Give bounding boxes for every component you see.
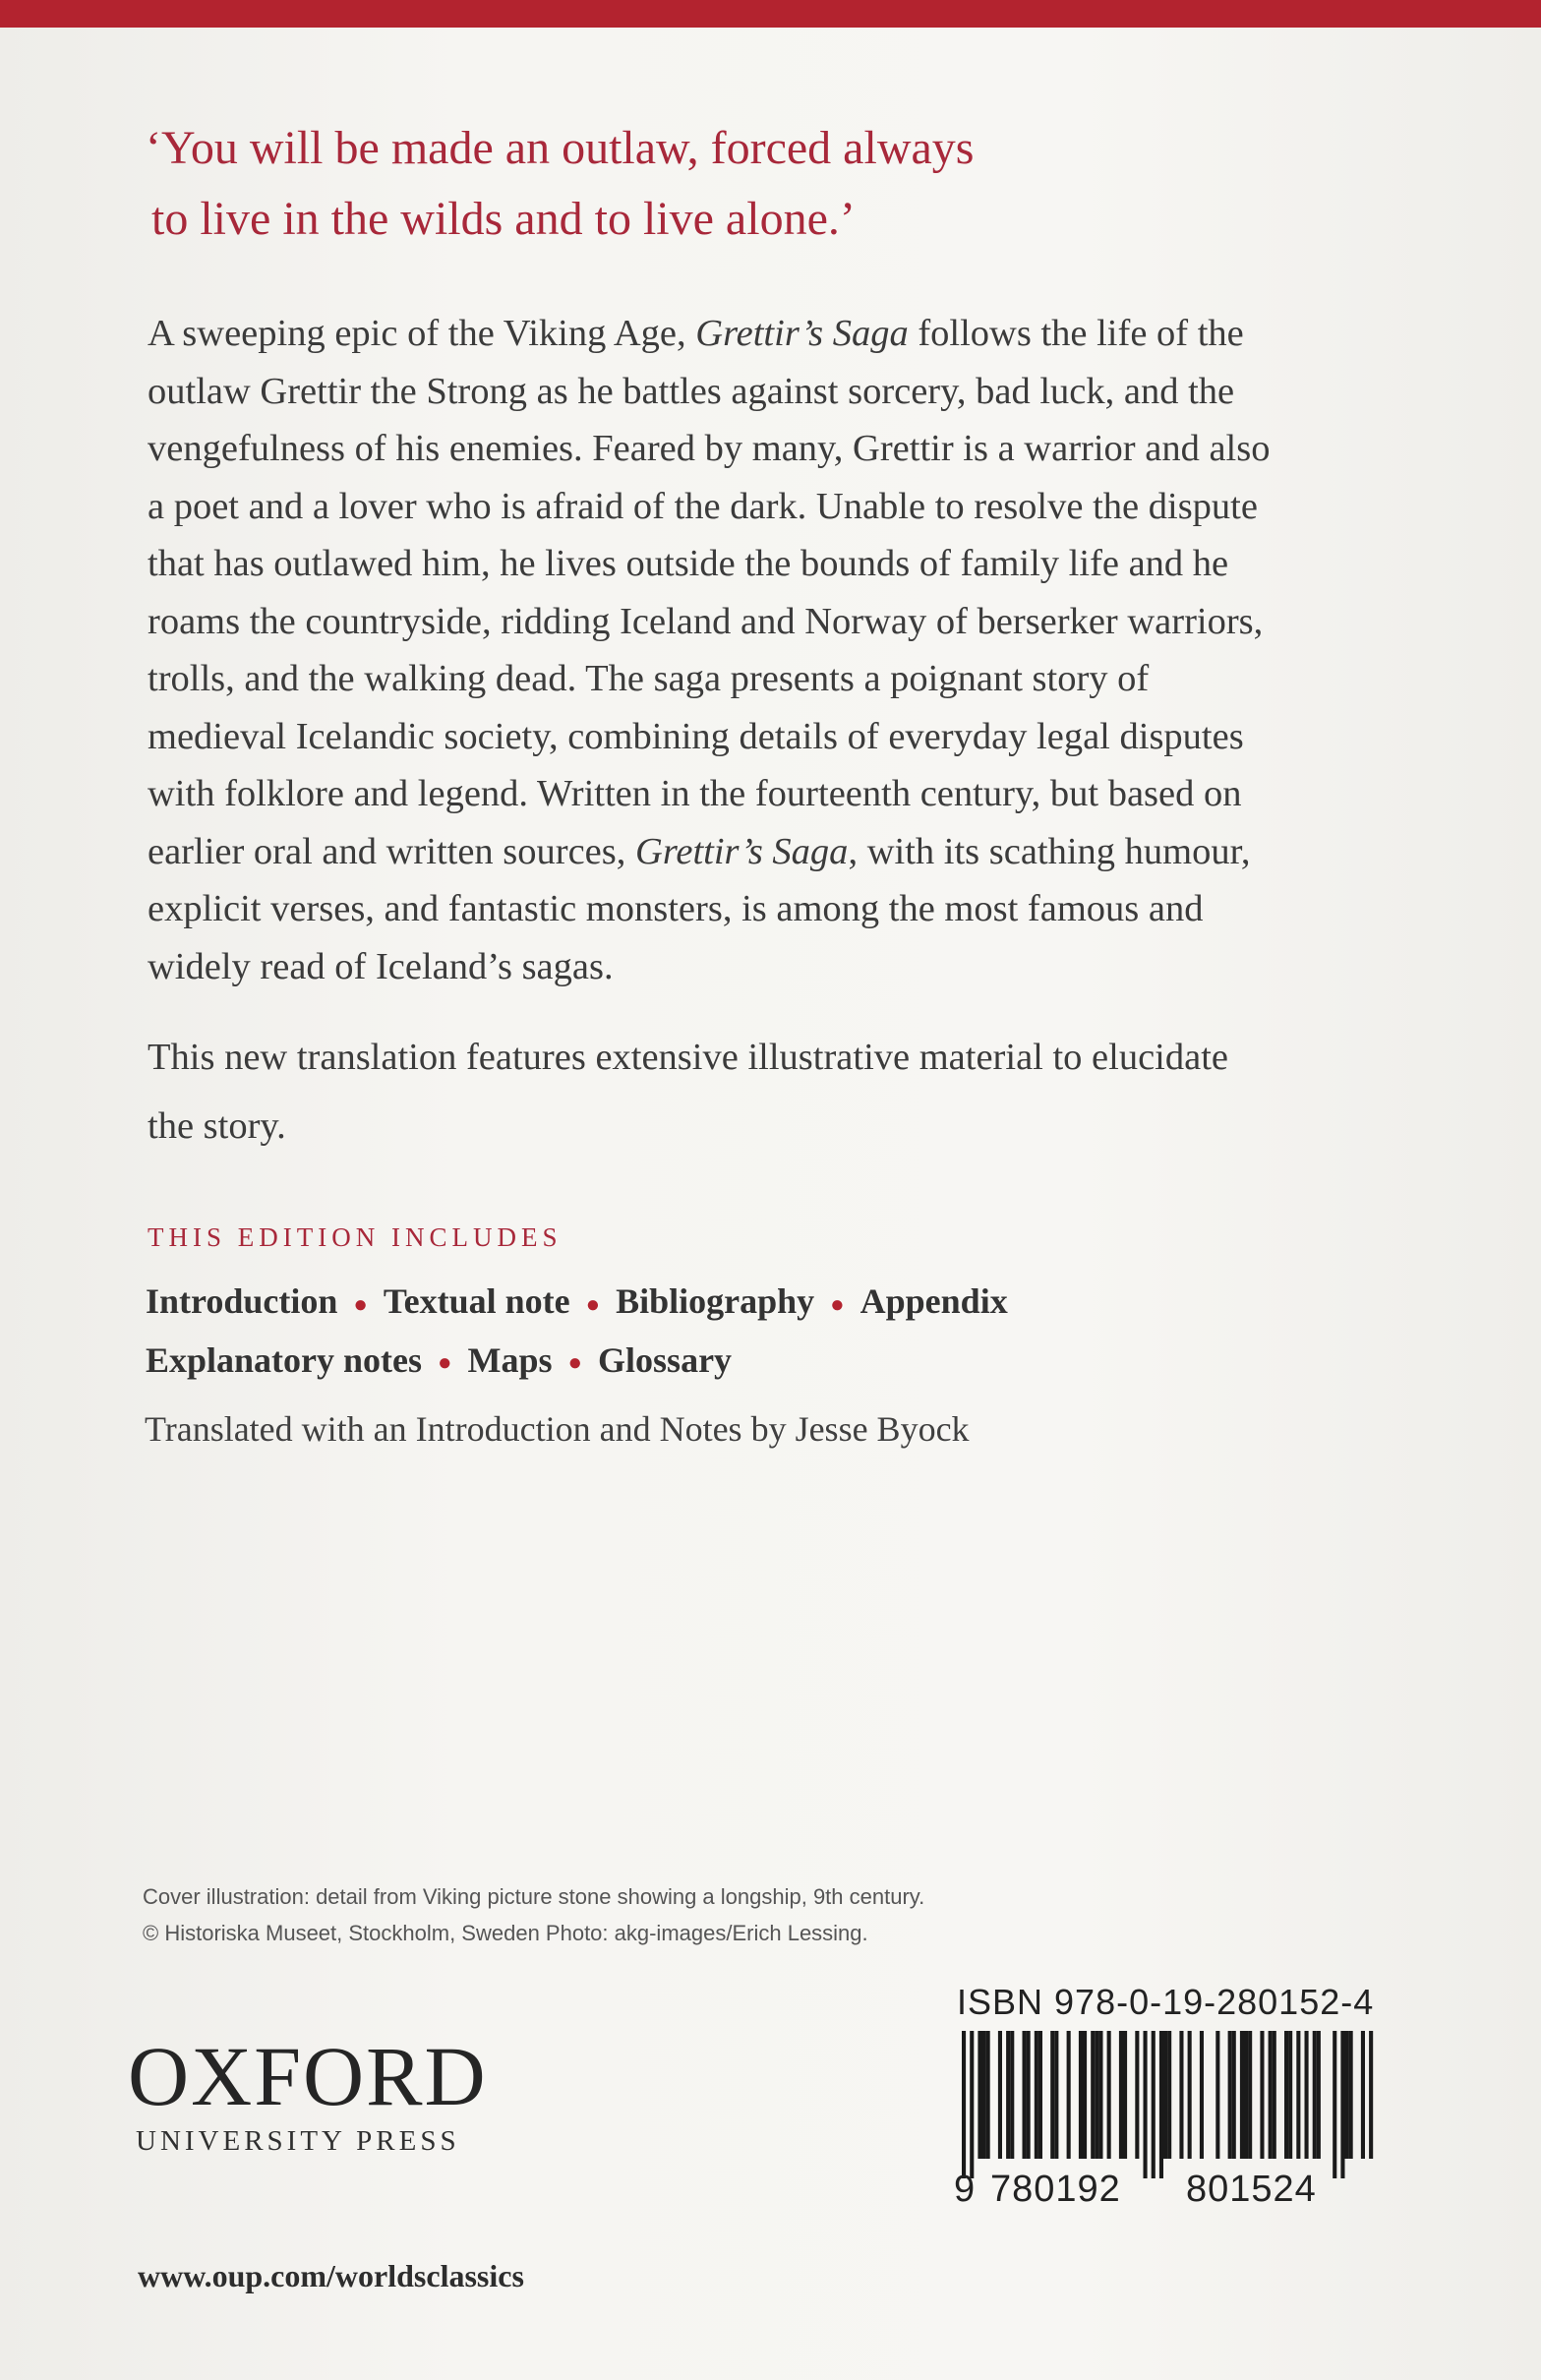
barcode-bar [978, 2031, 981, 2159]
edition-heading: THIS EDITION INCLUDES [148, 1222, 563, 1252]
barcode-bar [1361, 2031, 1365, 2159]
publisher-name: OXFORD [128, 2029, 488, 2123]
barcode-bar [1273, 2031, 1276, 2159]
barcode-digits-right: 801524 [1186, 2169, 1317, 2210]
barcode-bar [1215, 2031, 1219, 2159]
barcode-bar [1305, 2031, 1309, 2159]
barcode-digit-first: 9 [954, 2169, 976, 2210]
barcode-bar [1091, 2031, 1095, 2159]
barcode-bar [1152, 2031, 1156, 2178]
barcode-bar [1200, 2031, 1204, 2159]
barcode-bar [1054, 2031, 1058, 2159]
description-line: vengefulness of his enemies. Feared by many, Grettir is a warrior and also [148, 428, 1271, 469]
include-item-maps: Maps [467, 1339, 553, 1380]
barcode-bar [962, 2031, 966, 2178]
barcode-bar [982, 2031, 986, 2159]
barcode-bar [1349, 2031, 1353, 2159]
barcode-bar [1188, 2031, 1192, 2159]
barcode-bar [1083, 2031, 1087, 2159]
include-item-glossary: Glossary [598, 1339, 733, 1380]
translation-paragraph [148, 1023, 1446, 1160]
publisher-website: www.oup.com/worldsclassics [138, 2258, 524, 2293]
include-item-appendix: Appendix [859, 1281, 1008, 1321]
bullet-icon: ● [585, 1291, 601, 1318]
book-title-italic: Grettir’s Saga [635, 830, 849, 872]
barcode-bar [1095, 2031, 1098, 2159]
description-line: outlaw Grettir the Strong as he battles against sorcery, bad luck, and the [148, 370, 1235, 412]
barcode-bar [1144, 2031, 1148, 2178]
barcode-bar [1296, 2031, 1300, 2159]
barcode-bar [1248, 2031, 1252, 2159]
translation-line: This new translation features extensive illustrative material to elucidate [148, 1037, 1228, 1078]
cover-credit-line: © Historiska Museet, Stockholm, Sweden Photo: akg-images/Erich Lessing. [143, 1921, 868, 1945]
barcode-bar [1288, 2031, 1292, 2159]
book-title-italic: Grettir’s Saga [695, 313, 909, 354]
isbn-label: ISBN 978-0-19-280152-4 [957, 1982, 1375, 2022]
include-item-explanatory-notes: Explanatory notes [146, 1339, 423, 1380]
include-item-introduction: Introduction [146, 1281, 338, 1321]
description-line: explicit verses, and fantastic monsters, is among the most famous and [148, 888, 1204, 929]
cover-credit-line: Cover illustration: detail from Viking picture stone showing a longship, 9th century. [143, 1884, 925, 1909]
barcode-bar [1035, 2031, 1038, 2159]
edition-includes-list [146, 1274, 1008, 1391]
barcode-bar [986, 2031, 990, 2159]
barcode-bar [1228, 2031, 1232, 2159]
barcode-bar [1119, 2031, 1123, 2159]
barcode-bar [998, 2031, 1002, 2159]
bullet-icon: ● [830, 1291, 845, 1318]
barcode-bar [1107, 2031, 1111, 2159]
description-line: with folklore and legend. Written in the fourteenth century, but based on [148, 773, 1242, 814]
bullet-icon: ● [353, 1291, 368, 1318]
description-line: roams the countryside, ridding Iceland and Norway of berserker warriors, [148, 600, 1264, 642]
barcode-bar [1159, 2031, 1163, 2178]
description-paragraph [148, 305, 1446, 995]
bullet-icon: ● [438, 1350, 452, 1377]
barcode-bar [1006, 2031, 1010, 2159]
barcode-bar [1232, 2031, 1236, 2159]
barcode-bar [1340, 2031, 1344, 2178]
barcode-bar [1079, 2031, 1083, 2159]
includes-row [146, 1333, 1008, 1392]
description-line: medieval Icelandic society, combining details of everyday legal disputes [148, 715, 1244, 757]
barcode-bar [970, 2031, 974, 2178]
description-line: trolls, and the walking dead. The saga presents a poignant story of [148, 658, 1150, 699]
cover-illustration-credit [143, 1878, 924, 1951]
barcode-bar [1369, 2031, 1373, 2159]
barcode-bar [1123, 2031, 1127, 2159]
barcode-bar [1333, 2031, 1336, 2178]
barcode-bar [1269, 2031, 1273, 2159]
description-line: A sweeping epic of the Viking Age, Grettir’s Saga follows the life of the [148, 313, 1244, 354]
publisher-subtitle: UNIVERSITY PRESS [136, 2125, 460, 2157]
barcode-bar [1244, 2031, 1248, 2159]
include-item-bibliography: Bibliography [616, 1281, 815, 1321]
oxford-university-press-logo [128, 2031, 488, 2158]
barcode-bar [1260, 2031, 1264, 2159]
description-line: widely read of Iceland’s sagas. [148, 945, 614, 987]
pull-quote-line: ‘You will be made an outlaw, forced always [146, 122, 975, 174]
pull-quote [146, 113, 1326, 255]
include-item-textual-note: Textual note [383, 1281, 570, 1321]
barcode-bar [1023, 2031, 1027, 2159]
translation-line: the story. [148, 1105, 286, 1147]
barcode-bar [1067, 2031, 1071, 2159]
top-red-stripe [0, 0, 1541, 28]
barcode-bar [1050, 2031, 1054, 2159]
description-line: earlier oral and written sources, Grettir’s Saga, with its scathing humour, [148, 830, 1251, 872]
barcode-bar [1163, 2031, 1167, 2159]
barcode-bar [1167, 2031, 1171, 2159]
barcode-bar [1098, 2031, 1102, 2159]
bullet-icon: ● [567, 1350, 583, 1377]
isbn-barcode [956, 2031, 1389, 2178]
barcode-bar [1135, 2031, 1139, 2159]
translator-credit: Translated with an Introduction and Notes by Jesse Byock [145, 1409, 970, 1449]
barcode-bar [1010, 2031, 1014, 2159]
description-line: a poet and a lover who is afraid of the dark. Unable to resolve the dispute [148, 485, 1258, 527]
barcode-bar [1313, 2031, 1317, 2159]
includes-row [146, 1274, 1008, 1333]
barcode-digits-left: 780192 [990, 2169, 1121, 2210]
barcode-bar [1284, 2031, 1288, 2159]
description-line: that has outlawed him, he lives outside the bounds of family life and he [148, 543, 1229, 584]
pull-quote-line: to live in the wilds and to live alone.’ [151, 193, 856, 245]
barcode-bar [1038, 2031, 1042, 2159]
barcode-bar [1179, 2031, 1183, 2159]
barcode-bar [1240, 2031, 1244, 2159]
barcode-bar [1345, 2031, 1349, 2159]
barcode-bar [1317, 2031, 1321, 2159]
barcode-bar [1027, 2031, 1031, 2159]
